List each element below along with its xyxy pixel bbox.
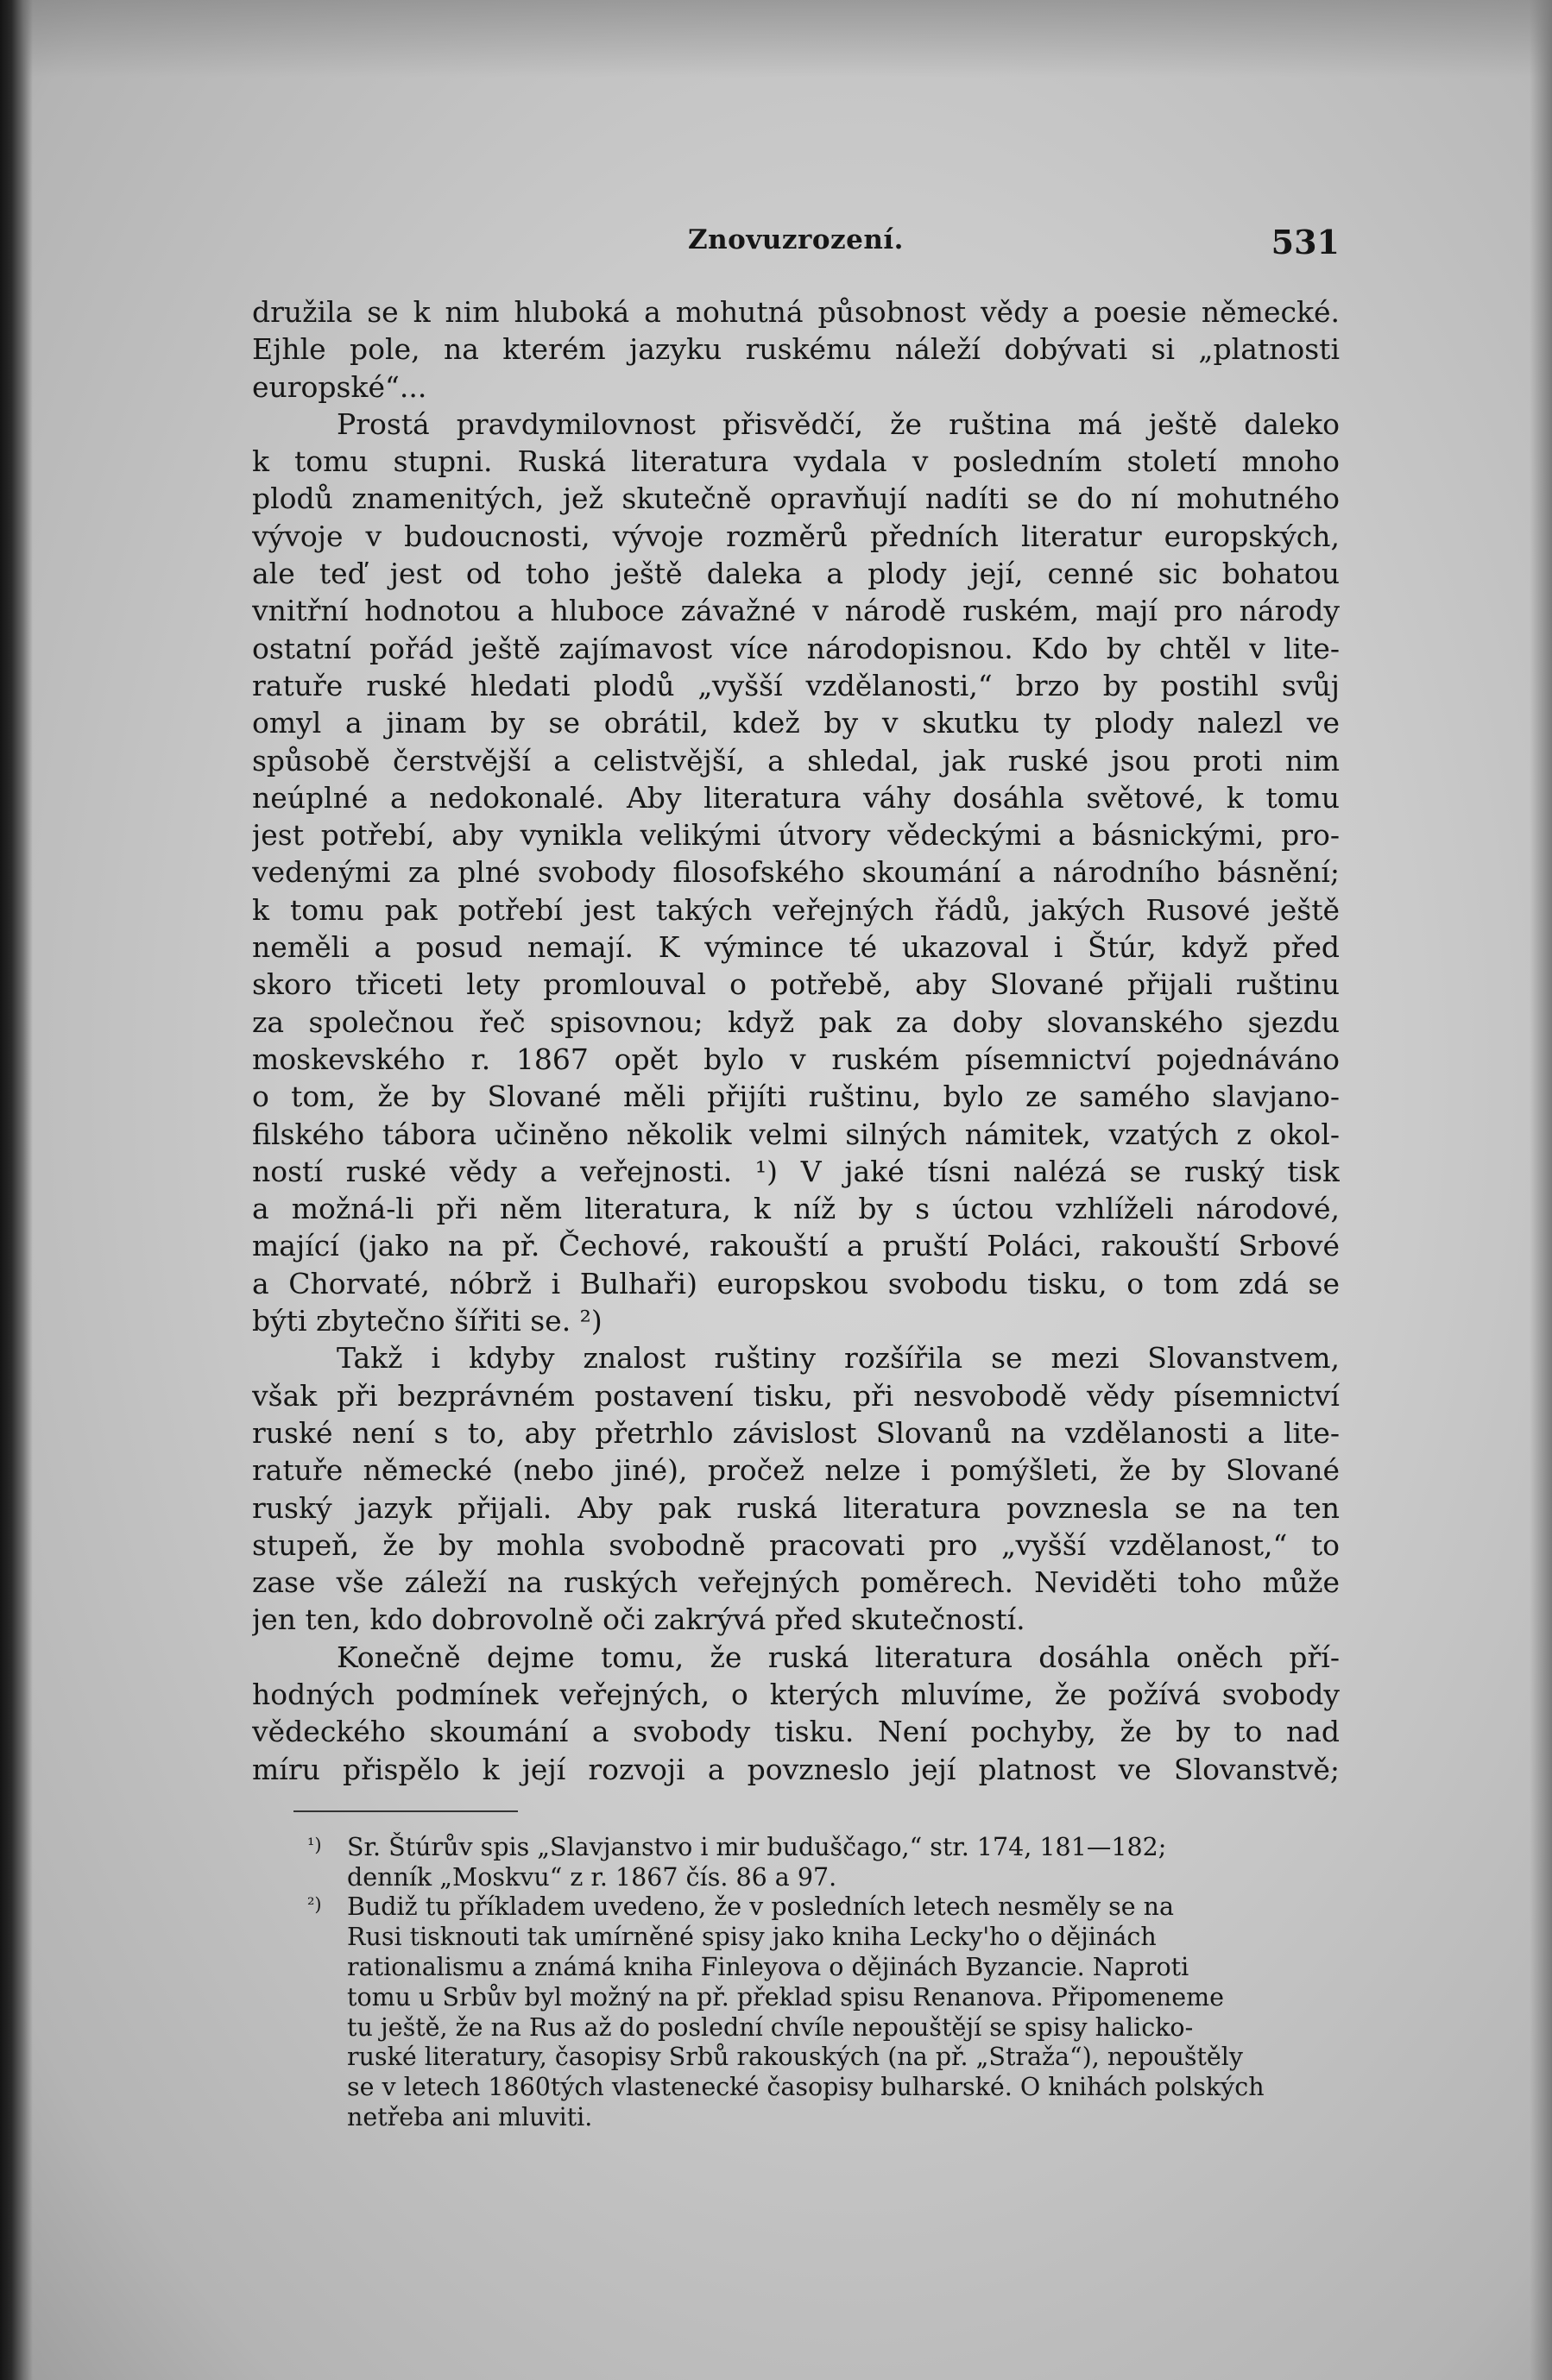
text-line: o tom, že by Slované měli přijíti ruštinu, bylo ze samého slavjano- (252, 1080, 1340, 1114)
text-line: neměli a posud nemají. K výmince té ukazoval i Štúr, když před (252, 930, 1340, 965)
body-text (252, 293, 1340, 1788)
text-line: omyl a jinam by se obrátil, kdež by v skutku ty plody nalezl ve (252, 706, 1340, 740)
text-line: k tomu pak potřebí jest takých veřejných řádů, jakých Rusové ještě (252, 892, 1340, 927)
footnote-line: tomu u Srbův byl možný na př. překlad spisu Renanova. Připomeneme (347, 1982, 1225, 2012)
text-line: ale teď jest od toho ještě daleka a plody její, cenné sic bohatou (252, 557, 1340, 591)
text-line: vědeckého skoumání a svobody tisku. Není pochyby, že by to nad (252, 1715, 1340, 1749)
footnote-line (252, 1833, 1340, 1863)
scan-right-edge-shadow (1530, 0, 1552, 2380)
footnote-line: se v letech 1860tých vlastenecké časopisy bulharské. O knihách polských (347, 2073, 1265, 2102)
text-line: ruský jazyk přijali. Aby pak ruská literatura povznesla se na ten (252, 1490, 1340, 1525)
footnotes (252, 1833, 1340, 2133)
text-line: mající (jako na př. Čechové, rakouští a pruští Poláci, rakouští Srbové (252, 1229, 1340, 1263)
text-line: europské“... (252, 369, 427, 404)
footnote-line (252, 1892, 1340, 1923)
footnote-line: tu ještě, že na Rus až do poslední chvíle nepouštějí se spisy halicko- (347, 2012, 1194, 2042)
text-line: stupeň, že by mohla svobodně pracovati pro „vyšší vzdělanost,“ to (252, 1527, 1340, 1562)
text-line: a možná-li při něm literatura, k níž by s úctou vzhlíželi národové, (252, 1192, 1340, 1226)
page-number: 531 (1271, 223, 1340, 261)
footnote-mark: ²) (307, 1894, 322, 1916)
text-line: jen ten, kdo dobrovolně oči zakrývá před skutečností. (252, 1602, 1025, 1637)
text-line: Prostá pravdymilovnost přisvědčí, že ruština má ještě daleko (337, 406, 1340, 441)
text-line: ratuře ruské hledati plodů „vyšší vzdělanosti,“ brzo by postihl svůj (252, 668, 1340, 702)
running-head (252, 217, 1340, 269)
text-line: neúplné a nedokonalé. Aby literatura váhy dosáhla světové, k tomu (252, 780, 1340, 815)
text-line: k tomu stupni. Ruská literatura vydala v posledním století mnoho (252, 444, 1340, 479)
text-line: spůsobě čerstvější a celistvější, a shledal, jak ruské jsou proti nim (252, 743, 1340, 778)
scan-left-binding-shadow (0, 0, 33, 2380)
text-line: ratuře německé (nebo jiné), pročež nelze i pomýšleti, že by Slované (252, 1453, 1340, 1488)
text-line: zase vše záleží na ruských veřejných poměrech. Neviděti toho může (252, 1565, 1340, 1600)
footnote-line: Rusi tisknouti tak umírněné spisy jako kniha Lecky'ho o dějinách (347, 1923, 1157, 1952)
text-line: vedenými za plné svobody filosofského skoumání a národního básnění; (252, 855, 1340, 890)
text-line: za společnou řeč spisovnou; když pak za doby slovanského sjezdu (252, 1004, 1340, 1039)
text-line: Takž i kdyby znalost ruštiny rozšířila se mezi Slovanstvem, (337, 1341, 1340, 1376)
text-line: vnitřní hodnotou a hluboce závažné v národě ruském, mají pro národy (252, 594, 1340, 628)
page-content (252, 217, 1340, 2133)
footnote (252, 1833, 1340, 1893)
text-line: ostatní pořád ještě zajímavost více národopisnou. Kdo by chtěl v lite- (252, 631, 1340, 665)
footnote-line: denník „Moskvu“ z r. 1867 čís. 86 a 97. (347, 1862, 837, 1892)
footnote-text: Sr. Štúrův spis „Slavjanstvo i mir buduščago,“ str. 174, 181—182; (347, 1832, 1167, 1861)
text-line: jest potřebí, aby vynikla velikými útvory vědeckými a básnickými, pro- (252, 818, 1340, 853)
text-line: vývoje v budoucnosti, vývoje rozměrů předních literatur europských, (252, 519, 1340, 553)
footnote-line: rationalismu a známá kniha Finleyova o dějinách Byzancie. Naproti (347, 1953, 1189, 1982)
text-line: míru přispělo k její rozvoji a povzneslo její platnost ve Slovanstvě; (252, 1752, 1340, 1786)
footnote-rule (293, 1810, 518, 1812)
text-line: skoro třiceti lety promlouval o potřebě, aby Slované přijali ruštinu (252, 967, 1340, 1002)
footnote-mark: ¹) (307, 1834, 322, 1855)
text-line: hodných podmínek veřejných, o kterých mluvíme, že požívá svobody (252, 1677, 1340, 1711)
footnote-line: ruské literatury, časopisy Srbů rakouských (na př. „Straža“), nepouštěly (347, 2043, 1243, 2072)
footnote (252, 1892, 1340, 2132)
footnote-text: Budiž tu příkladem uvedeno, že v posledních letech nesměly se na (347, 1892, 1175, 1922)
text-line: plodů znamenitých, jež skutečně opravňují nadíti se do ní mohutného (252, 482, 1340, 516)
footnote-line: netřeba ani mluviti. (347, 2103, 593, 2132)
running-title: Znovuzrození. (688, 224, 904, 255)
scan-top-shadow (0, 0, 1552, 78)
text-line: však při bezprávném postavení tisku, při nesvobodě vědy písemnictví (252, 1378, 1340, 1413)
text-line: moskevského r. 1867 opět bylo v ruském písemnictví pojednáváno (252, 1042, 1340, 1076)
text-line: Ejhle pole, na kterém jazyku ruskému náleží dobývati si „platnosti (252, 332, 1340, 367)
text-line: družila se k nim hluboká a mohutná působnost vědy a poesie německé. (252, 295, 1340, 329)
text-line: ností ruské vědy a veřejnosti. ¹) V jaké tísni nalézá se ruský tisk (252, 1154, 1340, 1188)
text-line: filského tábora učiněno několik velmi silných námitek, vzatých z okol- (252, 1117, 1340, 1151)
text-line: býti zbytečno šířiti se. ²) (252, 1304, 603, 1338)
text-line: Konečně dejme tomu, že ruská literatura dosáhla oněch pří- (337, 1640, 1340, 1674)
text-line: a Chorvaté, nóbrž i Bulhaři) europskou svobodu tisku, o tom zdá se (252, 1266, 1340, 1300)
text-line: ruské není s to, aby přetrhlo závislost Slovanů na vzdělanosti a lite- (252, 1415, 1340, 1450)
